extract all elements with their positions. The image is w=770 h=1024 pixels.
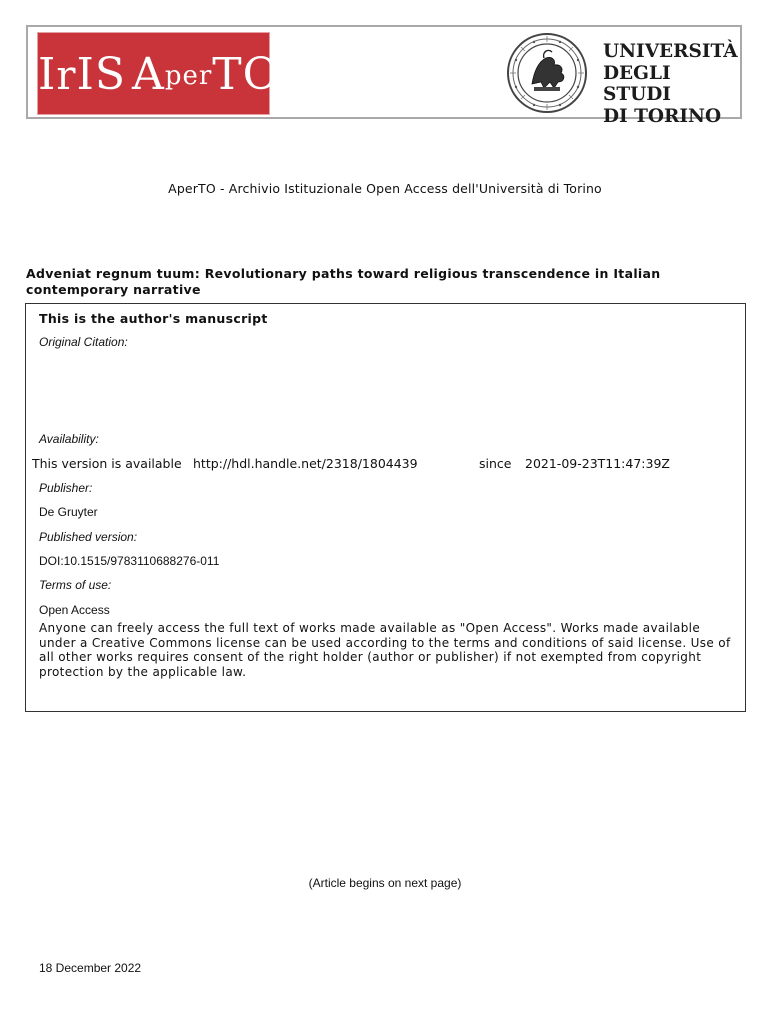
iris-aperto-logo: IrIS AperTO	[37, 32, 270, 115]
availability-prefix: This version is available	[32, 456, 182, 471]
document-date: 18 December 2022	[39, 961, 142, 975]
article-begins-note: (Article begins on next page)	[308, 876, 462, 890]
since-date: 2021-09-23T11:47:39Z	[525, 456, 670, 471]
publisher-label: Publisher:	[39, 481, 93, 495]
repository-title: AperTO - Archivio Istituzionale Open Access dell'Università di Torino	[168, 181, 602, 196]
manuscript-label: This is the author's manuscript	[39, 311, 268, 326]
terms-of-use-text: Anyone can freely access the full text of works made available as "Open Access". Works made available under a Creative Commons license can be used according to the terms and conditions of said license. Use of all other works requires consent of the right holder (author or publisher) if not exempted from copyright protection by the applicable law.	[39, 621, 731, 679]
doi-value: DOI:10.1515/9783110688276-011	[39, 554, 220, 568]
open-access-label: Open Access	[39, 603, 110, 617]
university-name: UNIVERSITÀ DEGLI STUDI DI TORINO	[603, 41, 738, 127]
published-version-label: Published version:	[39, 530, 138, 544]
document-info-box	[25, 303, 746, 712]
university-seal-icon	[504, 32, 590, 114]
original-citation-label: Original Citation:	[39, 335, 128, 349]
availability-label: Availability:	[39, 432, 99, 446]
terms-of-use-label: Terms of use:	[39, 578, 112, 592]
handle-link[interactable]: http://hdl.handle.net/2318/1804439	[193, 456, 418, 471]
document-title: Adveniat regnum tuum: Revolutionary paths toward religious transcendence in Italian contemporary narrative	[26, 266, 661, 297]
header-banner	[26, 25, 742, 127]
publisher-value: De Gruyter	[39, 505, 98, 519]
since-label: since	[479, 456, 512, 471]
